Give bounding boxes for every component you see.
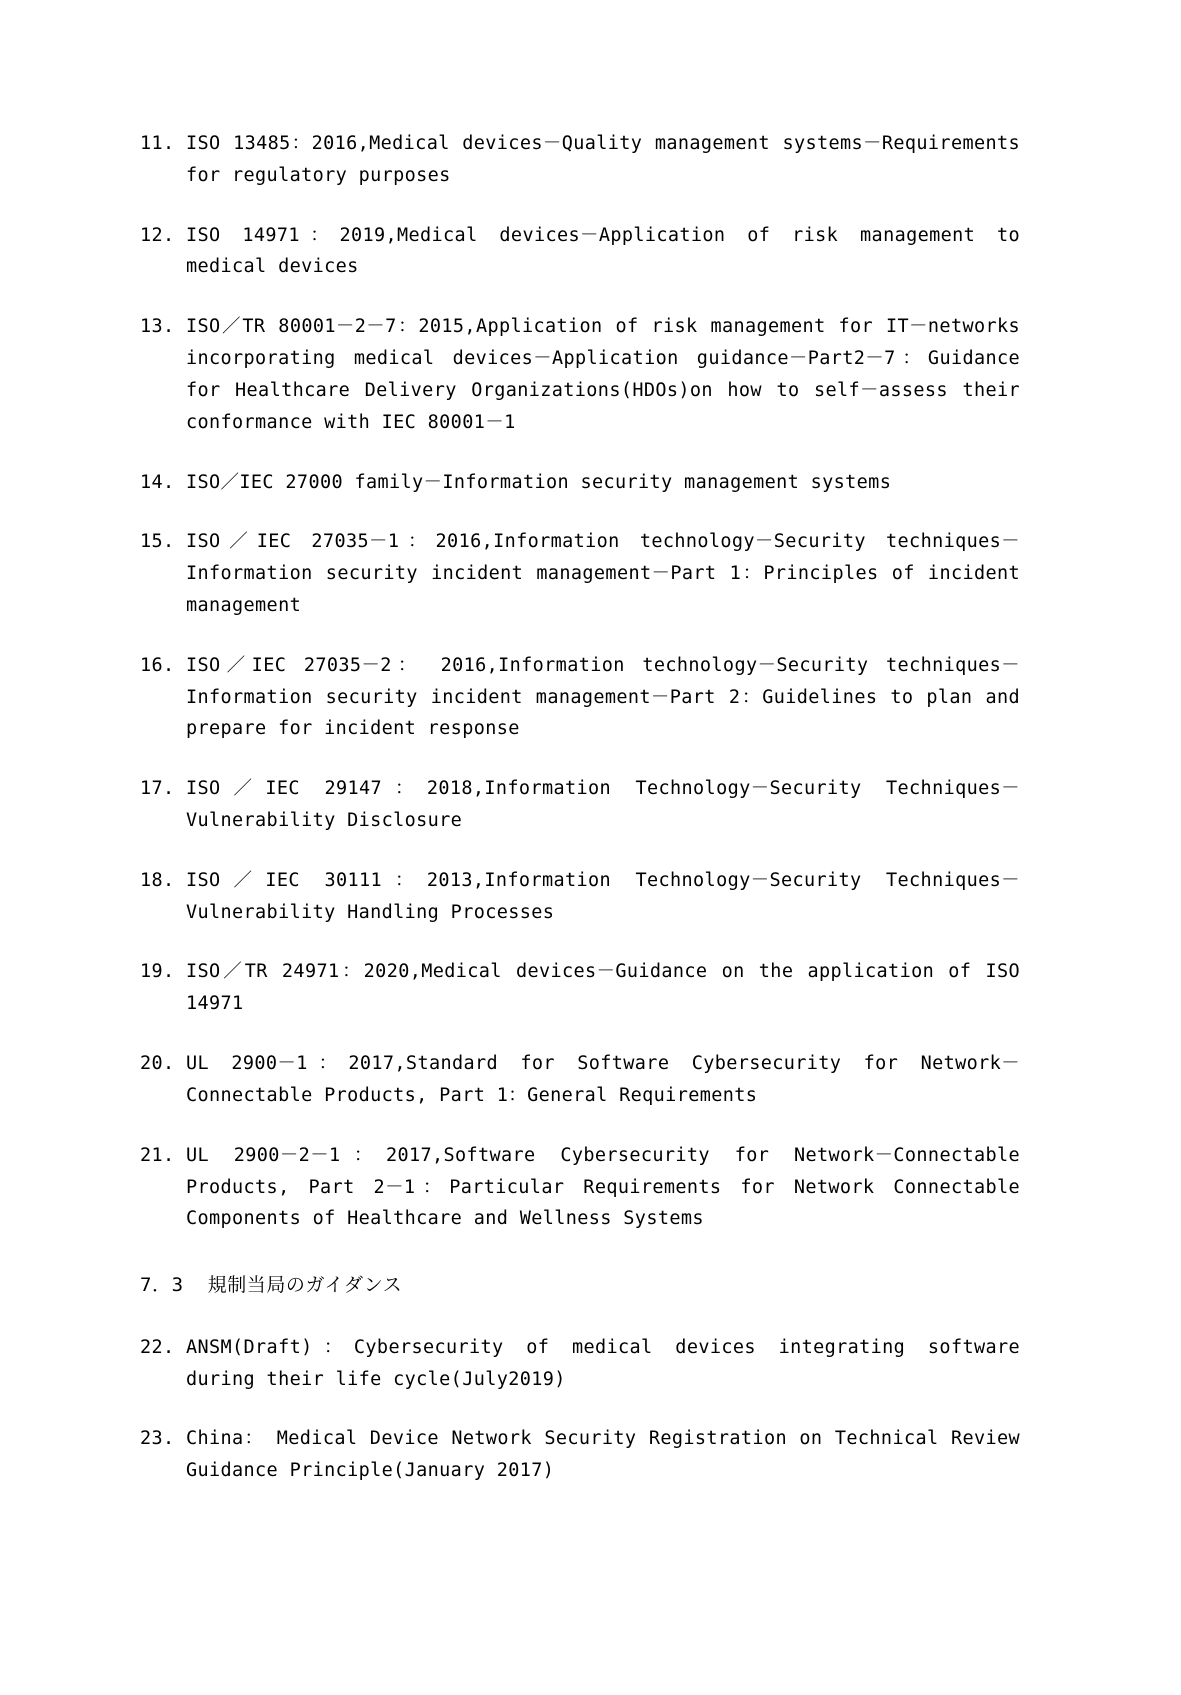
- list-item-number: 21.: [140, 1144, 175, 1166]
- list-item-number: 20.: [140, 1053, 175, 1075]
- list-item: [140, 1423, 1020, 1487]
- list-item-number: 14.: [140, 471, 175, 493]
- list-item: [140, 526, 1020, 621]
- list-item-number: 12.: [140, 224, 175, 246]
- list-item-text: ISO／IEC 29147：2018,Information Technology－Security Techniques－Vulnerability Disclosure: [186, 778, 1020, 831]
- list-item-number: 19.: [140, 961, 175, 983]
- list-item-number: 15.: [140, 531, 175, 553]
- list-item-number: 13.: [140, 316, 175, 338]
- list-item: [140, 956, 1020, 1020]
- list-item: [140, 220, 1020, 284]
- list-item-text: ISO／TR 80001－2－7：2015,Application of risk management for IT－networks incorporating medical devices－Application guidance－Part2－7：Guidance for Healthcare Delivery Organizations(HDOs)on how to self－assess their conformance with IEC 80001－1: [186, 316, 1020, 433]
- list-item: [140, 1332, 1020, 1396]
- list-item-text: ISO／TR 24971：2020,Medical devices－Guidance on the application of ISO 14971: [186, 961, 1020, 1015]
- list-item-text: UL 2900－1：2017,Standard for Software Cybersecurity for Network－Connectable Products, Part 1：General Requirements: [186, 1053, 1020, 1106]
- list-item: [140, 1140, 1020, 1235]
- list-item-number: 22.: [140, 1336, 175, 1358]
- list-item-number: 17.: [140, 778, 175, 800]
- document-body: [140, 128, 1020, 1487]
- section-heading: [140, 1269, 1020, 1302]
- list-item-text: ISO 14971：2019,Medical devices－Application of risk management to medical devices: [186, 224, 1020, 278]
- list-item-text: ISO 13485：2016,Medical devices－Quality management systems－Requirements for regulatory purposes: [186, 133, 1020, 186]
- section-title: 規制当局のガイダンス: [207, 1274, 403, 1297]
- list-item-number: 18.: [140, 869, 175, 891]
- list-item: [140, 773, 1020, 837]
- list-item: [140, 467, 1020, 499]
- list-item: [140, 650, 1020, 745]
- list-item-text: ISO／IEC 30111：2013,Information Technology－Security Techniques－Vulnerability Handling Processes: [186, 869, 1020, 923]
- list-item: [140, 1048, 1020, 1112]
- list-item-text: ISO／IEC 27035－1：2016,Information technology－Security techniques－Information security incident management－Part 1：Principles of incident management: [186, 531, 1020, 616]
- list-item-number: 16.: [140, 654, 175, 676]
- list-item: [140, 311, 1020, 438]
- section-number: 7．3: [140, 1274, 184, 1297]
- list-item: [140, 865, 1020, 929]
- list-item-text: China： Medical Device Network Security Registration on Technical Review Guidance Principle(January 2017): [186, 1428, 1020, 1482]
- list-item-number: 11.: [140, 133, 175, 154]
- list-item: [140, 128, 1020, 192]
- list-item-text: ISO／IEC 27000 family－Information security management systems: [186, 471, 892, 493]
- list-item-text: ANSM(Draft)：Cybersecurity of medical devices integrating software during their life cycle(July2019): [186, 1336, 1020, 1390]
- list-item-text: UL 2900－2－1：2017,Software Cybersecurity for Network－Connectable Products, Part 2－1：Particular Requirements for Network Connectable Components of Healthcare and Wellness Systems: [186, 1144, 1020, 1230]
- list-item-text: ISO／IEC 27035－2： 2016,Information technology－Security techniques－Information security incident management－Part 2：Guidelines to plan and prepare for incident response: [186, 654, 1020, 740]
- list-item-number: 23.: [140, 1428, 175, 1450]
